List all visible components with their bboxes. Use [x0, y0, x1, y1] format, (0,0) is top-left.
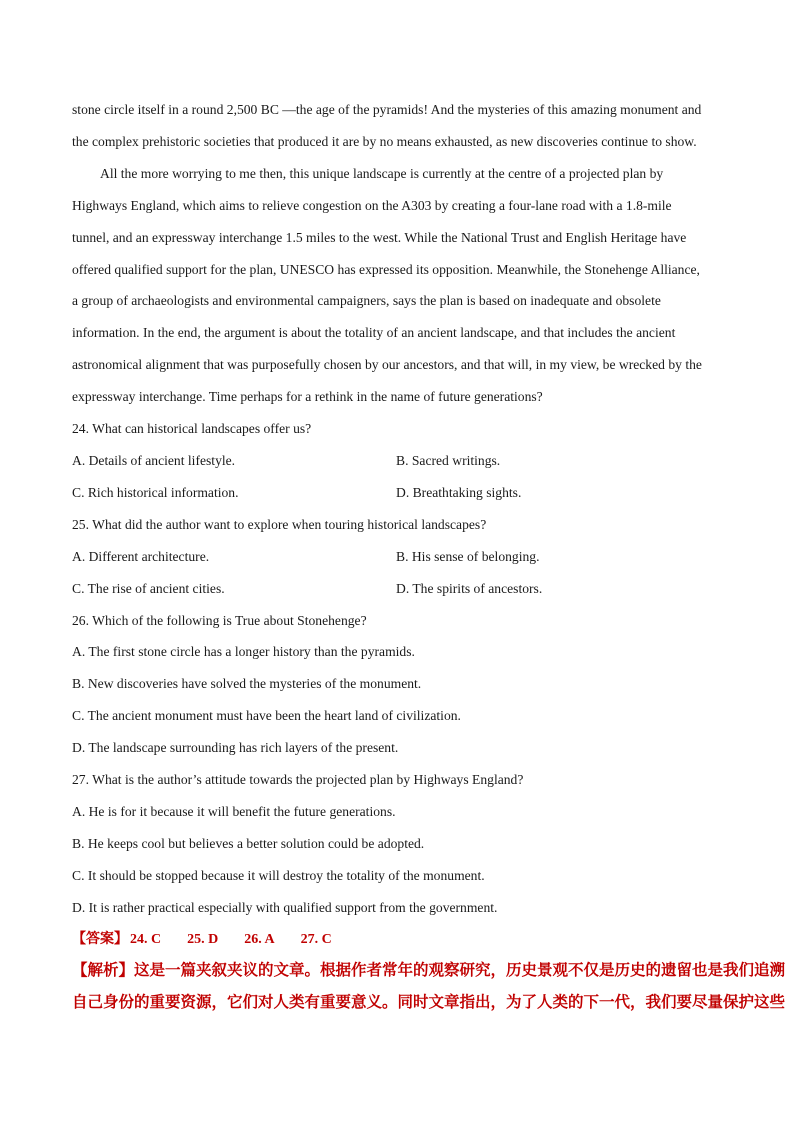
text-line: offered qualified support for the plan, UNESCO has expressed its opposition. Meanwhile, the Stonehenge Alliance, [72, 261, 700, 277]
option-c: C. Rich historical information. [72, 484, 239, 500]
question-27 [72, 764, 724, 924]
question-stem: 26. Which of the following is True about Stonehenge? [72, 612, 367, 628]
analysis-line: 【解析】这是一篇夹叙夹议的文章。根据作者常年的观察研究，历史景观不仅是历史的遗留也是我们追溯 [72, 961, 786, 980]
question-26 [72, 605, 724, 765]
option-b: B. He keeps cool but believes a better solution could be adopted. [72, 835, 425, 851]
text-line: a group of archaeologists and environmental campaigners, says the plan is based on inadequate and obsolete [72, 293, 661, 309]
option-b: B. Sacred writings. [396, 452, 501, 468]
text-line: expressway interchange. Time perhaps for a rethink in the name of future generations? [72, 389, 543, 405]
option-row [72, 477, 724, 509]
passage-paragraph-1 [72, 94, 724, 158]
text-line: information. In the end, the argument is about the totality of an ancient landscape, and that includes the ancient [72, 325, 676, 341]
answer-item: 24. C [130, 931, 162, 947]
analysis-section [72, 955, 786, 1019]
option-b: B. New discoveries have solved the mysteries of the monument. [72, 676, 422, 692]
option-c: C. The rise of ancient cities. [72, 580, 225, 596]
text-line: tunnel, and an expressway interchange 1.5 miles to the west. While the National Trust and English Heritage have [72, 229, 687, 245]
option-d: D. It is rather practical especially with qualified support from the government. [72, 899, 498, 915]
text-line: All the more worrying to me then, this unique landscape is currently at the centre of a projected plan by [100, 165, 664, 181]
answer-key [72, 924, 724, 956]
option-a: A. He is for it because it will benefit the future generations. [72, 803, 396, 819]
document-page [72, 94, 786, 1019]
question-25 [72, 509, 724, 605]
option-row [72, 573, 724, 605]
question-24 [72, 413, 724, 509]
option-row [72, 445, 724, 477]
question-stem: 27. What is the author’s attitude towards the projected plan by Highways England? [72, 772, 524, 788]
option-d: D. The spirits of ancestors. [396, 580, 543, 596]
option-a: A. Details of ancient lifestyle. [72, 452, 236, 468]
text-line: the complex prehistoric societies that produced it are by no means exhausted, as new discoveries continue to show. [72, 133, 697, 149]
text-line: Highways England, which aims to relieve congestion on the A303 by creating a four-lane road with a 1.8-mile [72, 197, 672, 213]
option-c: C. It should be stopped because it will destroy the totality of the monument. [72, 867, 485, 883]
option-a: A. Different architecture. [72, 548, 210, 564]
option-b: B. His sense of belonging. [396, 548, 540, 564]
question-stem: 25. What did the author want to explore when touring historical landscapes? [72, 516, 487, 532]
option-a: A. The first stone circle has a longer history than the pyramids. [72, 644, 415, 660]
analysis-line: 自己身份的重要资源，它们对人类有重要意义。同时文章指出，为了人类的下一代，我们要尽量保护这些 [72, 993, 786, 1012]
option-c: C. The ancient monument must have been the heart land of civilization. [72, 708, 461, 724]
answer-item: 26. A [244, 931, 275, 947]
answer-item: 25. D [187, 931, 219, 947]
text-line: astronomical alignment that was purposefully chosen by our ancestors, and that will, in my view, be wrecked by the [72, 357, 702, 373]
answer-item: 27. C [300, 931, 332, 947]
passage-paragraph-2 [72, 158, 724, 413]
answer-label: 【答案】 [72, 931, 128, 947]
option-d: D. The landscape surrounding has rich layers of the present. [72, 740, 399, 756]
option-d: D. Breathtaking sights. [396, 484, 522, 500]
text-line: stone circle itself in a round 2,500 BC —the age of the pyramids! And the mysteries of this amazing monument and [72, 102, 702, 117]
option-row [72, 541, 724, 573]
question-stem: 24. What can historical landscapes offer us? [72, 421, 312, 437]
